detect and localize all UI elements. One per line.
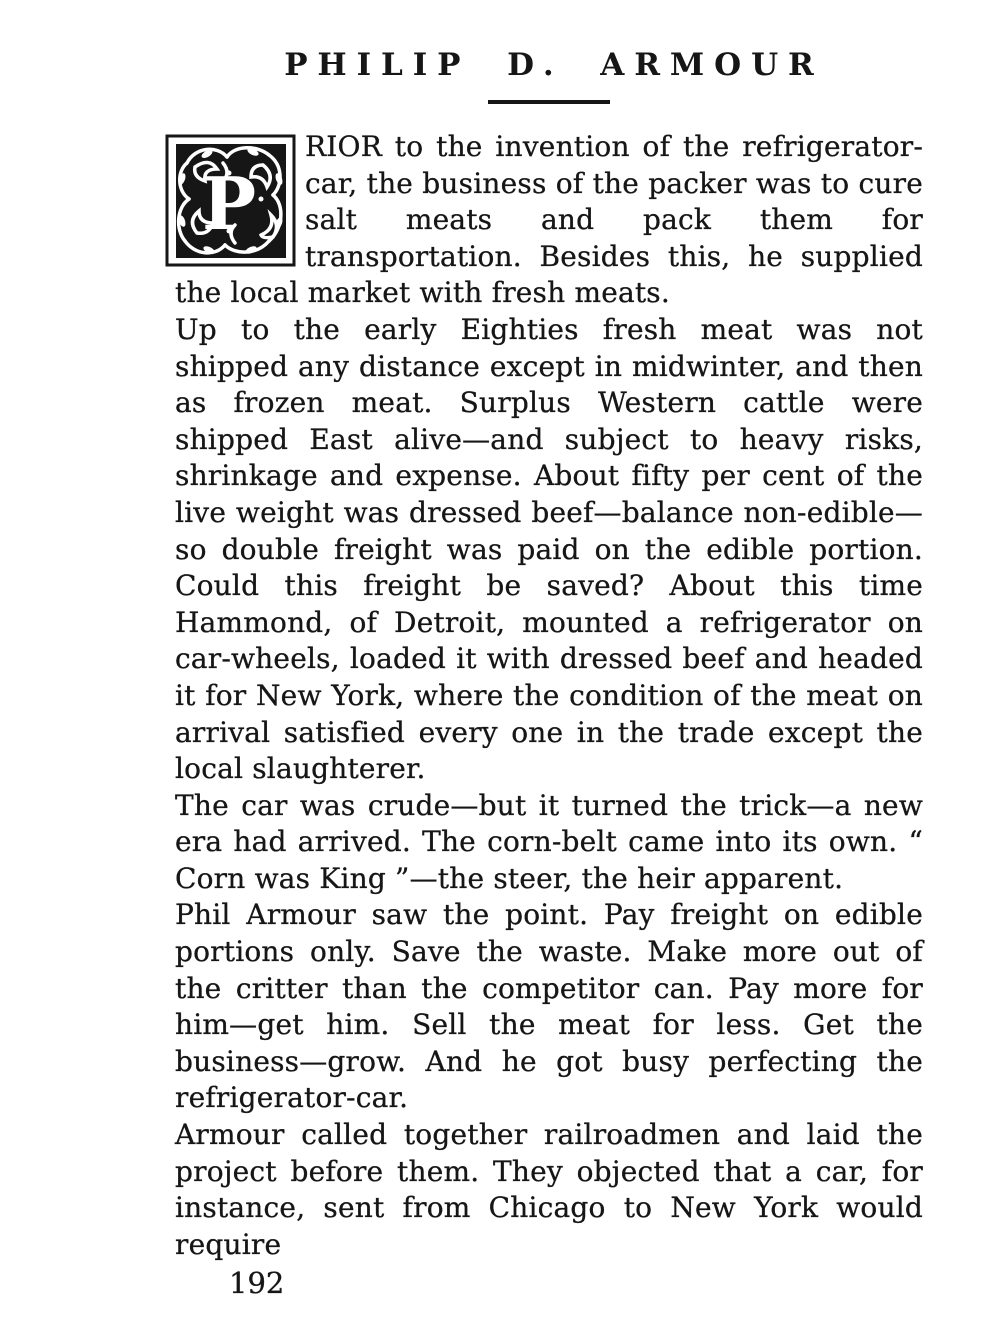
paragraph xyxy=(175,129,923,312)
drop-cap-ornament xyxy=(165,133,297,269)
drop-cap-letter: P xyxy=(202,161,257,246)
page-number: 192 xyxy=(229,1266,285,1301)
paragraph: Up to the early Eighties fresh meat was not shipped any distance except in midwinter, and then as frozen meat. Surplus Western cattle were shipped East alive—and subject to heavy risks, shrinkage and expense. About fifty per cent of the live weight was dressed beef—balance non-edible—so double freight was paid on the edible portion. Could this freight be saved? About this time Hammond, of Detroit, mounted a refrigerator on car-wheels, loaded it with dressed beef and headed it for New York, where the condition of the meat on arrival satisfied every one in the trade except the local slaughterer. xyxy=(175,312,923,786)
paragraph: Armour called together railroadmen and laid the project before them. They objected that a car, for instance, sent from Chicago to New York would require xyxy=(175,1118,923,1261)
paragraph-text: RIOR to the invention of the refrigerator-car, the business of the packer was to cure salt meats and pack them for transportation. Besides this, he supplied the local market with fresh meats. xyxy=(175,130,923,310)
text-column xyxy=(175,46,923,1302)
page-title: PHILIP D. ARMOUR xyxy=(284,47,824,83)
drop-cap-ornament-graphic xyxy=(165,133,297,269)
title-rule xyxy=(488,100,610,104)
paragraph: The car was crude—but it turned the trick—a new era had arrived. The corn-belt came into its own. “ Corn was King ”—the steer, the heir apparent. xyxy=(175,788,923,895)
paragraph: Phil Armour saw the point. Pay freight on edible portions only. Save the waste. Make more out of the critter than the competitor can. Pay more for him—get him. Sell the meat for less. Get the business—grow. And he got busy perfecting the refrigerator-car. xyxy=(175,898,923,1115)
body-text xyxy=(175,129,923,1263)
